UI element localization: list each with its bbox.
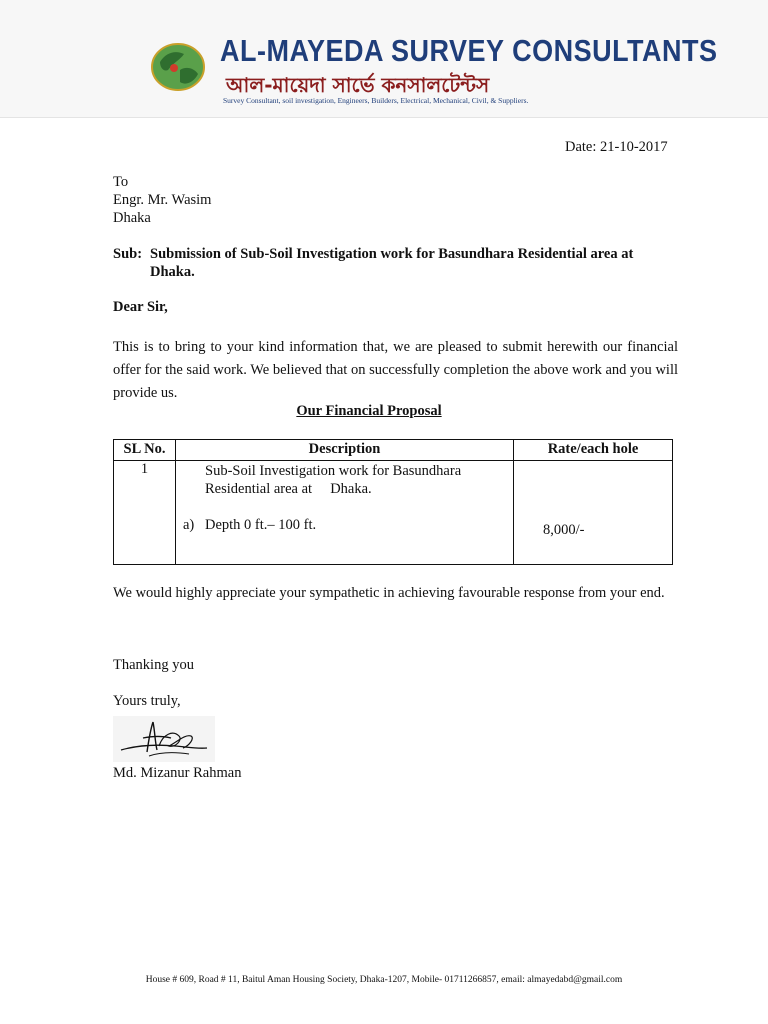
subject-label: Sub: [113,246,143,262]
description-line-1: Sub-Soil Investigation work for Basundhara [205,463,462,479]
cell-description [176,461,514,565]
company-tagline: Survey Consultant, soil investigation, Engineers, Builders, Electrical, Mechanical, Civil, & Suppliers. [223,96,529,105]
cell-sl: 1 [114,461,176,565]
subject-line-1: Submission of Sub-Soil Investigation work for Basundhara Residential area at [150,246,634,262]
table-header-row [114,440,673,461]
proposal-heading: Our Financial Proposal [296,403,442,419]
company-name-english: AL-MAYEDA SURVEY CONSULTANTS [220,34,718,68]
column-header-rate: Rate/each hole [514,440,673,461]
signature-image [113,716,215,762]
recipient-city: Dhaka [113,210,151,226]
thanks-text: Thanking you [113,657,194,673]
item-depth: Depth 0 ft.– 100 ft. [205,517,317,533]
body-paragraph: This is to bring to your kind information that, we are pleased to submit herewith our financial offer for the said work. We believed that on successfully completion the above work and you will provide us. [113,339,678,401]
column-header-sl: SL No. [114,440,176,461]
globe-icon [150,42,206,92]
salutation: Dear Sir, [113,299,168,315]
proposal-table [113,439,673,565]
item-marker: a) [183,517,195,533]
table-row [114,461,673,565]
rate-value: 8,000/- [543,522,585,538]
signoff-text: Yours truly, [113,693,181,709]
subject-line-2: Dhaka. [150,264,195,280]
column-header-description: Description [176,440,514,461]
letterhead-divider [0,117,768,118]
recipient-to: To [113,174,129,190]
signatory-name: Md. Mizanur Rahman [113,765,242,781]
cell-rate [514,461,673,565]
company-name-bengali: আল-মায়েদা সার্ভে কনসালটেন্টস [226,73,490,97]
closing-paragraph: We would highly appreciate your sympathetic in achieving favourable response from your end. [113,585,665,601]
letter-date: Date: 21-10-2017 [565,139,668,155]
footer-address: House # 609, Road # 11, Baitul Aman Housing Society, Dhaka-1207, Mobile- 01711266857, email: almayedabd@gmail.com [145,975,623,985]
description-line-2: Residential area at Dhaka. [205,481,372,497]
recipient-name: Engr. Mr. Wasim [113,192,212,208]
